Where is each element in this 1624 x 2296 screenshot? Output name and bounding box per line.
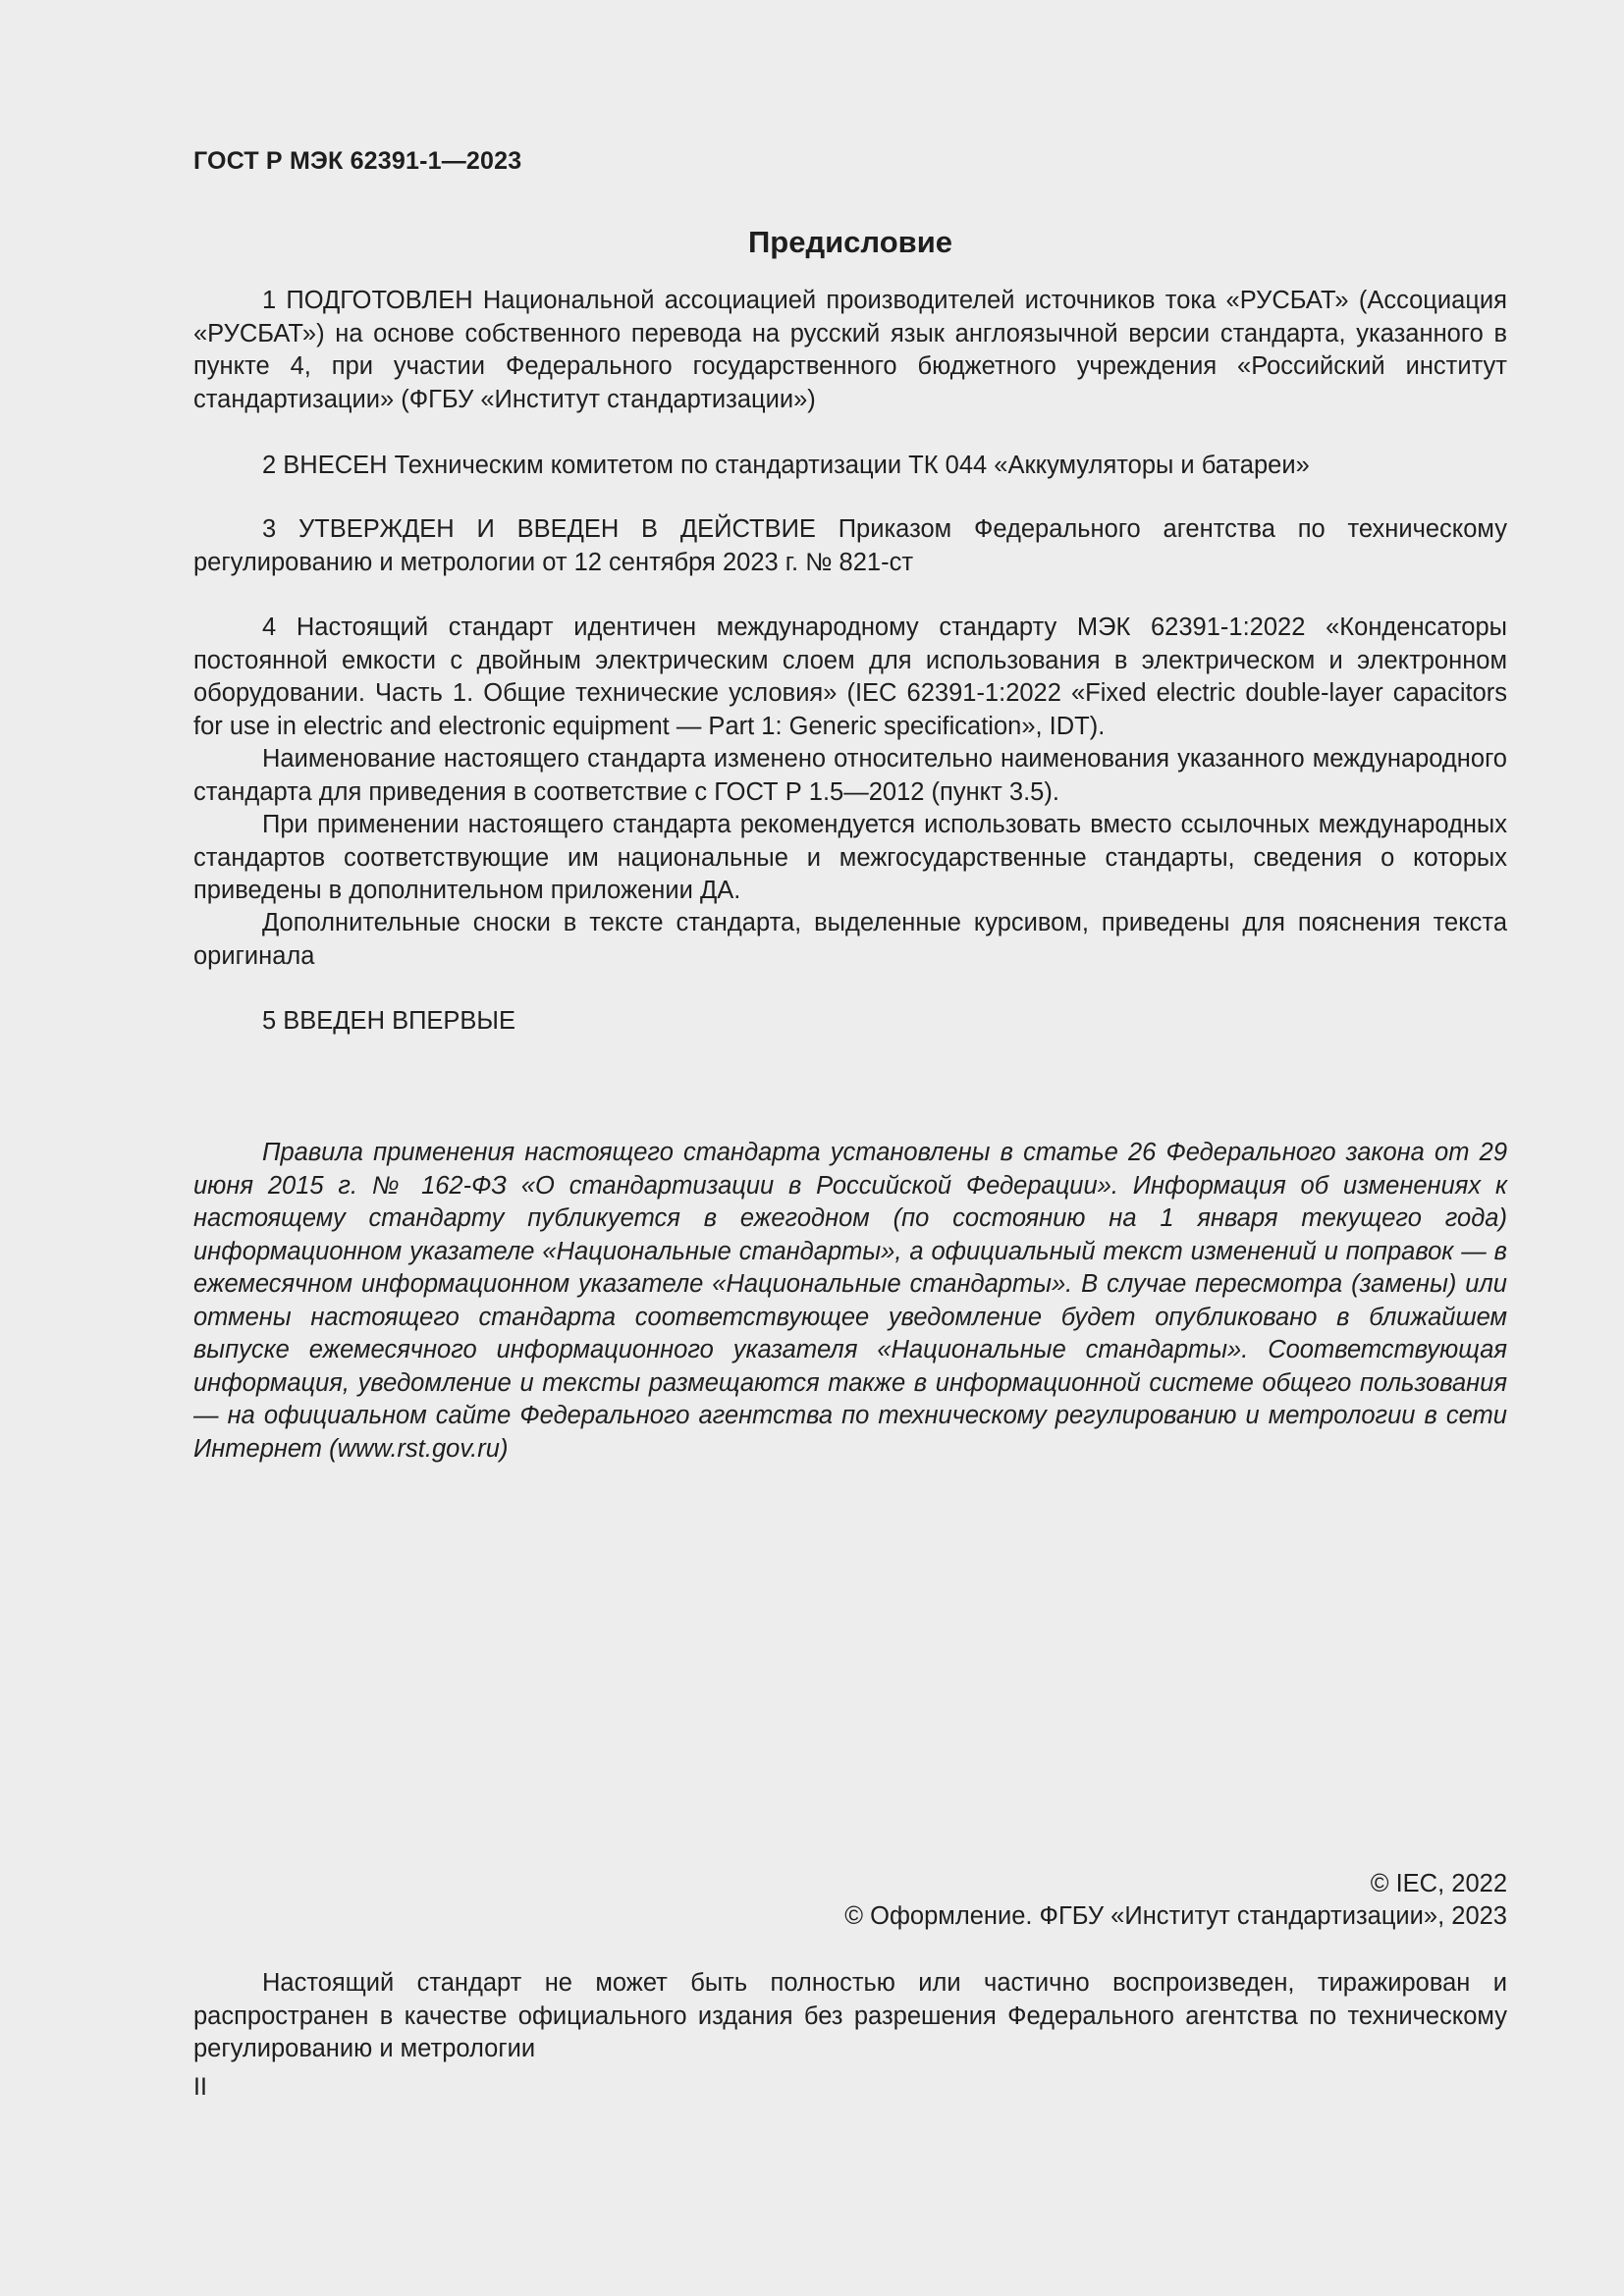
copyright-iec: © IEC, 2022	[1370, 1870, 1507, 1897]
foreword-item-4: 4 Настоящий стандарт идентичен международному стандарту МЭК 62391-1:2022 «Конденсаторы постоянной емкости с двойным электрическим слоем для использования в электрическом и электронном оборудовании. Часть 1. Общие технические условия» (IEC 62391-1:2022 «Fixed electric double-layer capacitors for use in electric and electronic equipment — Part 1: Generic specification», IDT).	[193, 614, 1507, 740]
foreword-item-4-footnotes-note: Дополнительные сноски в тексте стандарта, выделенные курсивом, приведены для пояснения текста оригинала	[193, 909, 1507, 970]
foreword-item-1: 1 ПОДГОТОВЛЕН Национальной ассоциацией производителей источников тока «РУСБАТ» (Ассоциация «РУСБАТ») на основе собственного перевода на русский язык англоязычной версии стандарта, указанного в пункте 4, при участии Федерального государственного бюджетного учреждения «Российский институт стандартизации» (ФГБУ «Институт стандартизации»)	[193, 287, 1507, 413]
page-number: II	[193, 2073, 207, 2101]
foreword-item-5: 5 ВВЕДЕН ВПЕРВЫЕ	[262, 1007, 516, 1035]
foreword-item-4-title-note: Наименование настоящего стандарта изменено относительно наименования указанного международного стандарта для приведения в соответствие с ГОСТ Р 1.5—2012 (пункт 3.5).	[193, 745, 1507, 806]
reproduction-notice: Настоящий стандарт не может быть полностью или частично воспроизведен, тиражирован и распространен в качестве официального издания без разрешения Федерального агентства по техническому регулированию и метрологии	[193, 1969, 1507, 2062]
foreword-item-2: 2 ВНЕСЕН Техническим комитетом по стандартизации ТК 044 «Аккумуляторы и батареи»	[262, 452, 1310, 479]
page-title: Предисловие	[747, 225, 952, 259]
rules-notice: Правила применения настоящего стандарта установлены в статье 26 Федерального закона от 29 июня 2015 г. № 162-ФЗ «О стандартизации в Российской Федерации». Информация об изменениях к настоящему стандарту публикуется в ежегодном (по состоянию на 1 января текущего года) информационном указателе «Национальные стандарты», а официальный текст изменений и поправок — в ежемесячном информационном указателе «Национальные стандарты». В случае пересмотра (замены) или отмены настоящего стандарта соответствующее уведомление будет опубликовано в ближайшем выпуске ежемесячного информационного указателя «Национальные стандарты». Соответствующая информация, уведомление и тексты размещаются также в информационной системе общего пользования — на официальном сайте Федерального агентства по техническому регулированию и метрологии в сети Интернет (www.rst.gov.ru)	[193, 1139, 1507, 1463]
copyright-design: © Оформление. ФГБУ «Институт стандартизации», 2023	[844, 1902, 1507, 1930]
foreword-item-3: 3 УТВЕРЖДЕН И ВВЕДЕН В ДЕЙСТВИЕ Приказом Федерального агентства по техническому регулированию и метрологии от 12 сентября 2023 г. № 821-ст	[193, 515, 1507, 576]
standard-designation: ГОСТ Р МЭК 62391-1—2023	[193, 147, 522, 175]
foreword-item-4-references-note: При применении настоящего стандарта рекомендуется использовать вместо ссылочных международных стандартов соответствующие им национальные и межгосударственные стандарты, сведения о которых приведены в дополнительном приложении ДА.	[193, 811, 1507, 904]
